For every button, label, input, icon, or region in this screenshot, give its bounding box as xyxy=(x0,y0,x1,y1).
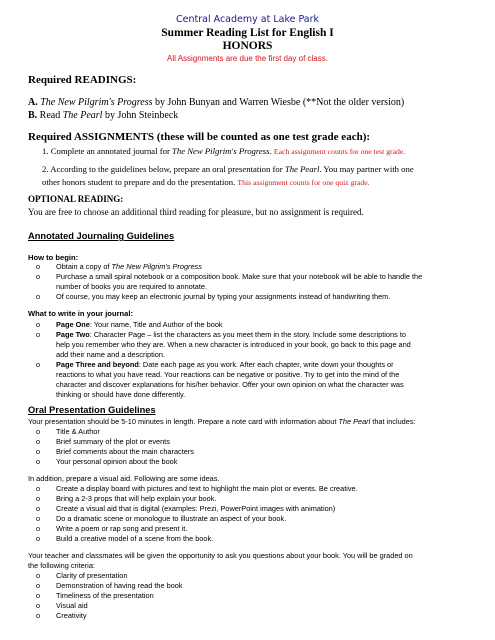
list-item: Create a display board with pictures and text to highlight the main plot or events. Be creative. xyxy=(56,484,358,493)
optional-reading-text: You are free to choose an additional third reading for pleasure, but no assignment is required. xyxy=(28,207,364,217)
visual-aid-intro: In addition, prepare a visual aid. Following are some ideas. xyxy=(28,474,220,483)
grading-text-line2: the following criteria: xyxy=(28,561,95,570)
list-item: Page Three and beyond: Date each page as you work. After each chapter, write down your thoughts or xyxy=(56,360,394,369)
list-item-continued: add their name and a description. xyxy=(56,350,166,359)
list-item: Of course, you may keep an electronic journal by typing your assignments instead of handwriting them. xyxy=(56,292,391,301)
bullet-glyph: o xyxy=(36,524,41,533)
bullet-glyph: o xyxy=(36,360,41,369)
bullet-glyph: o xyxy=(36,272,41,281)
list-item-continued: reactions to what you have read. Your reactions can be negative or positive. Try to get into the mind of the xyxy=(56,370,400,379)
bullet-glyph: o xyxy=(36,320,41,329)
bullet-glyph: o xyxy=(36,427,41,436)
bullet-glyph: o xyxy=(36,591,41,600)
assignment-2-line2: other honors student to prepare and do the presentation. This assignment counts for one quiz grade. xyxy=(42,177,370,187)
list-item: Visual aid xyxy=(56,601,88,610)
list-item: Purchase a small spiral notebook or a composition book. Make sure that your notebook will be able to handle the xyxy=(56,272,423,281)
list-item: Your personal opinion about the book xyxy=(56,457,178,466)
bullet-glyph: o xyxy=(36,601,41,610)
annotated-journaling-heading: Annotated Journaling Guidelines xyxy=(28,231,175,241)
list-item-continued: character and discover explanations for his/her behavior. Offer your own opinion on what the character was xyxy=(56,380,404,389)
bullet-glyph: o xyxy=(36,437,41,446)
bullet-glyph: o xyxy=(36,292,41,301)
optional-reading-heading: OPTIONAL READING: xyxy=(28,194,124,204)
bullet-glyph: o xyxy=(36,330,41,339)
oral-presentation-heading: Oral Presentation Guidelines xyxy=(28,405,156,415)
assignment-2: 2. According to the guidelines below, prepare an oral presentation for The Pearl. You may partner with one xyxy=(42,164,414,174)
page-title: Summer Reading List for English I xyxy=(161,27,334,39)
list-item: Build a creative model of a scene from the book. xyxy=(56,534,214,543)
list-item: Do a dramatic scene or monologue to illustrate an aspect of your book. xyxy=(56,514,287,523)
bullet-glyph: o xyxy=(36,457,41,466)
list-item: Demonstration of having read the book xyxy=(56,581,183,590)
list-item: Brief summary of the plot or events xyxy=(56,437,170,446)
required-assignments-heading: Required ASSIGNMENTS (these will be counted as one test grade each): xyxy=(28,131,371,143)
bullet-glyph: o xyxy=(36,494,41,503)
bullet-glyph: o xyxy=(36,447,41,456)
list-item: Bring a 2-3 props that will help explain your book. xyxy=(56,494,217,503)
list-item: Page Two: Character Page – list the characters as you meet them in the story. Include some descriptions to xyxy=(56,330,406,339)
reading-a: A. The New Pilgrim's Progress by John Bunyan and Warren Wiesbe (**Not the older version) xyxy=(28,97,405,108)
list-item: Create a visual aid that is digital (examples: Prezi, PowerPoint images with animation) xyxy=(56,504,336,513)
list-item: Creativity xyxy=(56,611,87,620)
bullet-glyph: o xyxy=(36,504,41,513)
how-to-begin-heading: How to begin: xyxy=(28,253,79,262)
bullet-glyph: o xyxy=(36,534,41,543)
bullet-glyph: o xyxy=(36,611,41,620)
school-name: Central Academy at Lake Park xyxy=(176,14,319,25)
bullet-glyph: o xyxy=(36,514,41,523)
list-item-continued: thinking or should have done differently. xyxy=(56,390,186,399)
list-item: Clarity of presentation xyxy=(56,571,128,580)
list-item: Page One: Your name, Title and Author of the book xyxy=(56,320,223,329)
list-item: Obtain a copy of The New Pilgrim's Progress xyxy=(56,262,202,271)
page-subtitle: HONORS xyxy=(222,40,273,52)
what-to-write-heading: What to write in your journal: xyxy=(28,309,134,318)
oral-intro: Your presentation should be 5-10 minutes in length. Prepare a note card with information about The Pearl that includes: xyxy=(28,417,416,426)
reading-b: B. Read The Pearl by John Steinbeck xyxy=(28,110,179,121)
list-item: Title & Author xyxy=(56,427,100,436)
list-item: Write a poem or rap song and present it. xyxy=(56,524,188,533)
required-readings-heading: Required READINGS: xyxy=(28,74,137,86)
grading-text-line1: Your teacher and classmates will be given the opportunity to ask you questions about your book. You will be graded on xyxy=(28,551,413,560)
due-note: All Assignments are due the first day of class. xyxy=(167,54,328,63)
assignment-1: 1. Complete an annotated journal for The New Pilgrim's Progress. Each assignment counts for one test grade. xyxy=(42,146,406,156)
bullet-glyph: o xyxy=(36,581,41,590)
bullet-glyph: o xyxy=(36,262,41,271)
list-item: Brief comments about the main characters xyxy=(56,447,194,456)
list-item-continued: help you remember who they are. When a new character is introduced in your book, go back to this page and xyxy=(56,340,411,349)
list-item-continued: number of books you are required to annotate. xyxy=(56,282,208,291)
bullet-glyph: o xyxy=(36,571,41,580)
bullet-glyph: o xyxy=(36,484,41,493)
list-item: Timeliness of the presentation xyxy=(56,591,154,600)
